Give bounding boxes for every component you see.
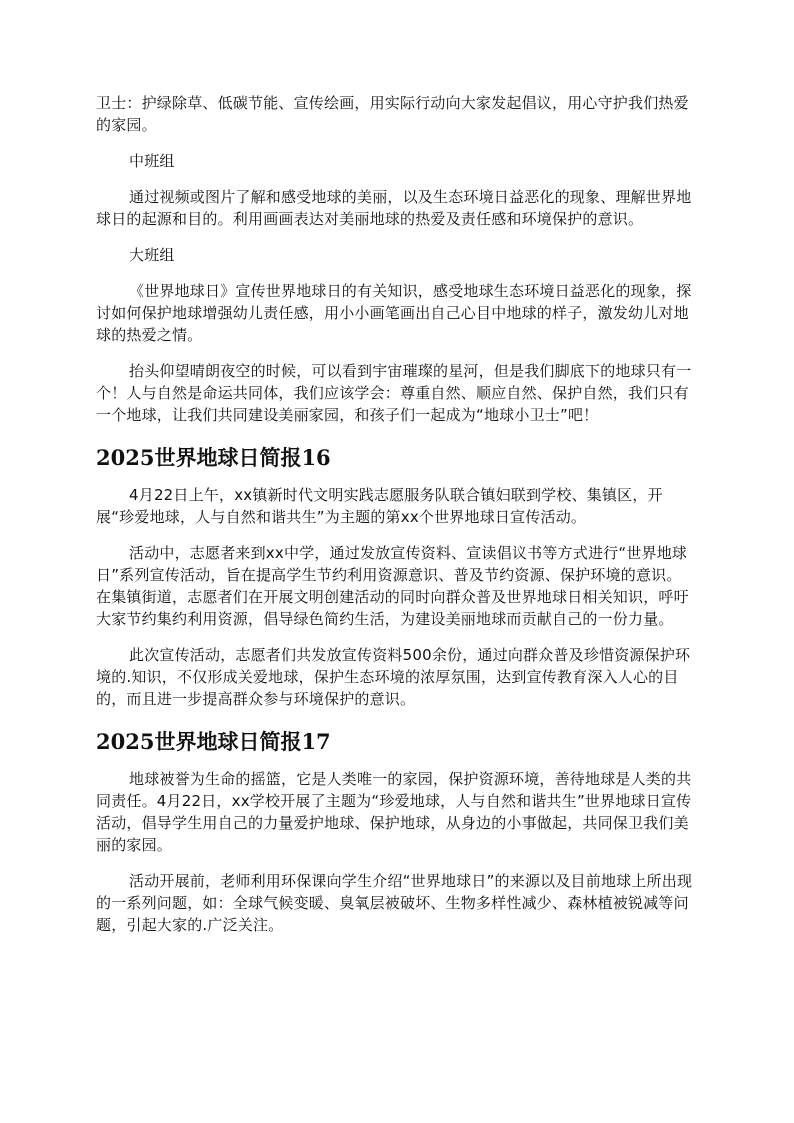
document-page (96, 92, 696, 936)
section-16-title: 2025世界地球日简报16 (96, 445, 331, 470)
closing-paragraph: 抬头仰望晴朗夜空的时候，可以看到宇宙璀璨的星河，但是我们脚底下的地球只有一个！人与自然是命运共同体，我们应该学会：尊重自然、顺应自然、保护自然，我们只有一个地球，让我们共同建设美丽家园，和孩子们一起成为“地球小卫士”吧！ (96, 362, 692, 424)
senior-group-label: 大班组 (129, 246, 175, 264)
section-17-paragraph-2: 活动开展前，老师利用环保课向学生介绍“世界地球日”的来源以及目前地球上所出现的一系列问题，如：全球气候变暖、臭氧层被破坏、生物多样性减少、森林植被锐减等问题，引起大家的.广泛关注。 (96, 872, 693, 934)
middle-group-text: 通过视频或图片了解和感受地球的美丽，以及生态环境日益恶化的现象、理解世界地球日的起源和目的。利用画画表达对美丽地球的热爱及责任感和环境保护的意识。 (96, 188, 692, 228)
middle-group-label: 中班组 (129, 152, 175, 170)
section-16-paragraph-3: 此次宣传活动，志愿者们共发放宣传资料500余份，通过向群众普及珍惜资源保护环境的.知识，不仅形成关爱地球，保护生态环境的浓厚氛围，达到宣传教育深入人心的目的，而且进一步提高群众参与环境保护的意识。 (96, 646, 691, 708)
section-16-paragraph-2: 活动中，志愿者来到xx中学，通过发放宣传资料、宣读倡议书等方式进行“世界地球日”系列宣传活动，旨在提高学生节约利用资源意识、普及节约资源、保护环境的意识。在集镇街道，志愿者们在开展文明创建活动的同时向群众普及世界地球日相关知识，呼吁大家节约集约利用资源，倡导绿色简约生活，为建设美丽地球而贡献自己的一份力量。 (96, 544, 689, 628)
senior-group-text: 《世界地球日》宣传世界地球日的有关知识，感受地球生态环境日益恶化的现象，探讨如何保护地球增强幼儿责任感，用小小画笔画出自己心目中地球的样子，激发幼儿对地球的热爱之情。 (96, 282, 692, 344)
paragraph-continuation: 卫士：护绿除草、低碳节能、宣传绘画，用实际行动向大家发起倡议，用心守护我们热爱的家园。 (96, 94, 689, 134)
section-17-title: 2025世界地球日简报17 (96, 729, 331, 754)
section-17-paragraph-1: 地球被誉为生命的摇篮，它是人类唯一的家园，保护资源环境，善待地球是人类的共同责任。4月22日，xx学校开展了主题为“珍爱地球，人与自然和谐共生”世界地球日宣传活动，倡导学生用自己的力量爱护地球、保护地球，从身边的小事做起，共同保卫我们美丽的家园。 (96, 770, 692, 854)
section-16-paragraph-1: 4月22日上午，xx镇新时代文明实践志愿服务队联合镇妇联到学校、集镇区，开展“珍爱地球，人与自然和谐共生”为主题的第xx个世界地球日宣传活动。 (96, 486, 663, 526)
